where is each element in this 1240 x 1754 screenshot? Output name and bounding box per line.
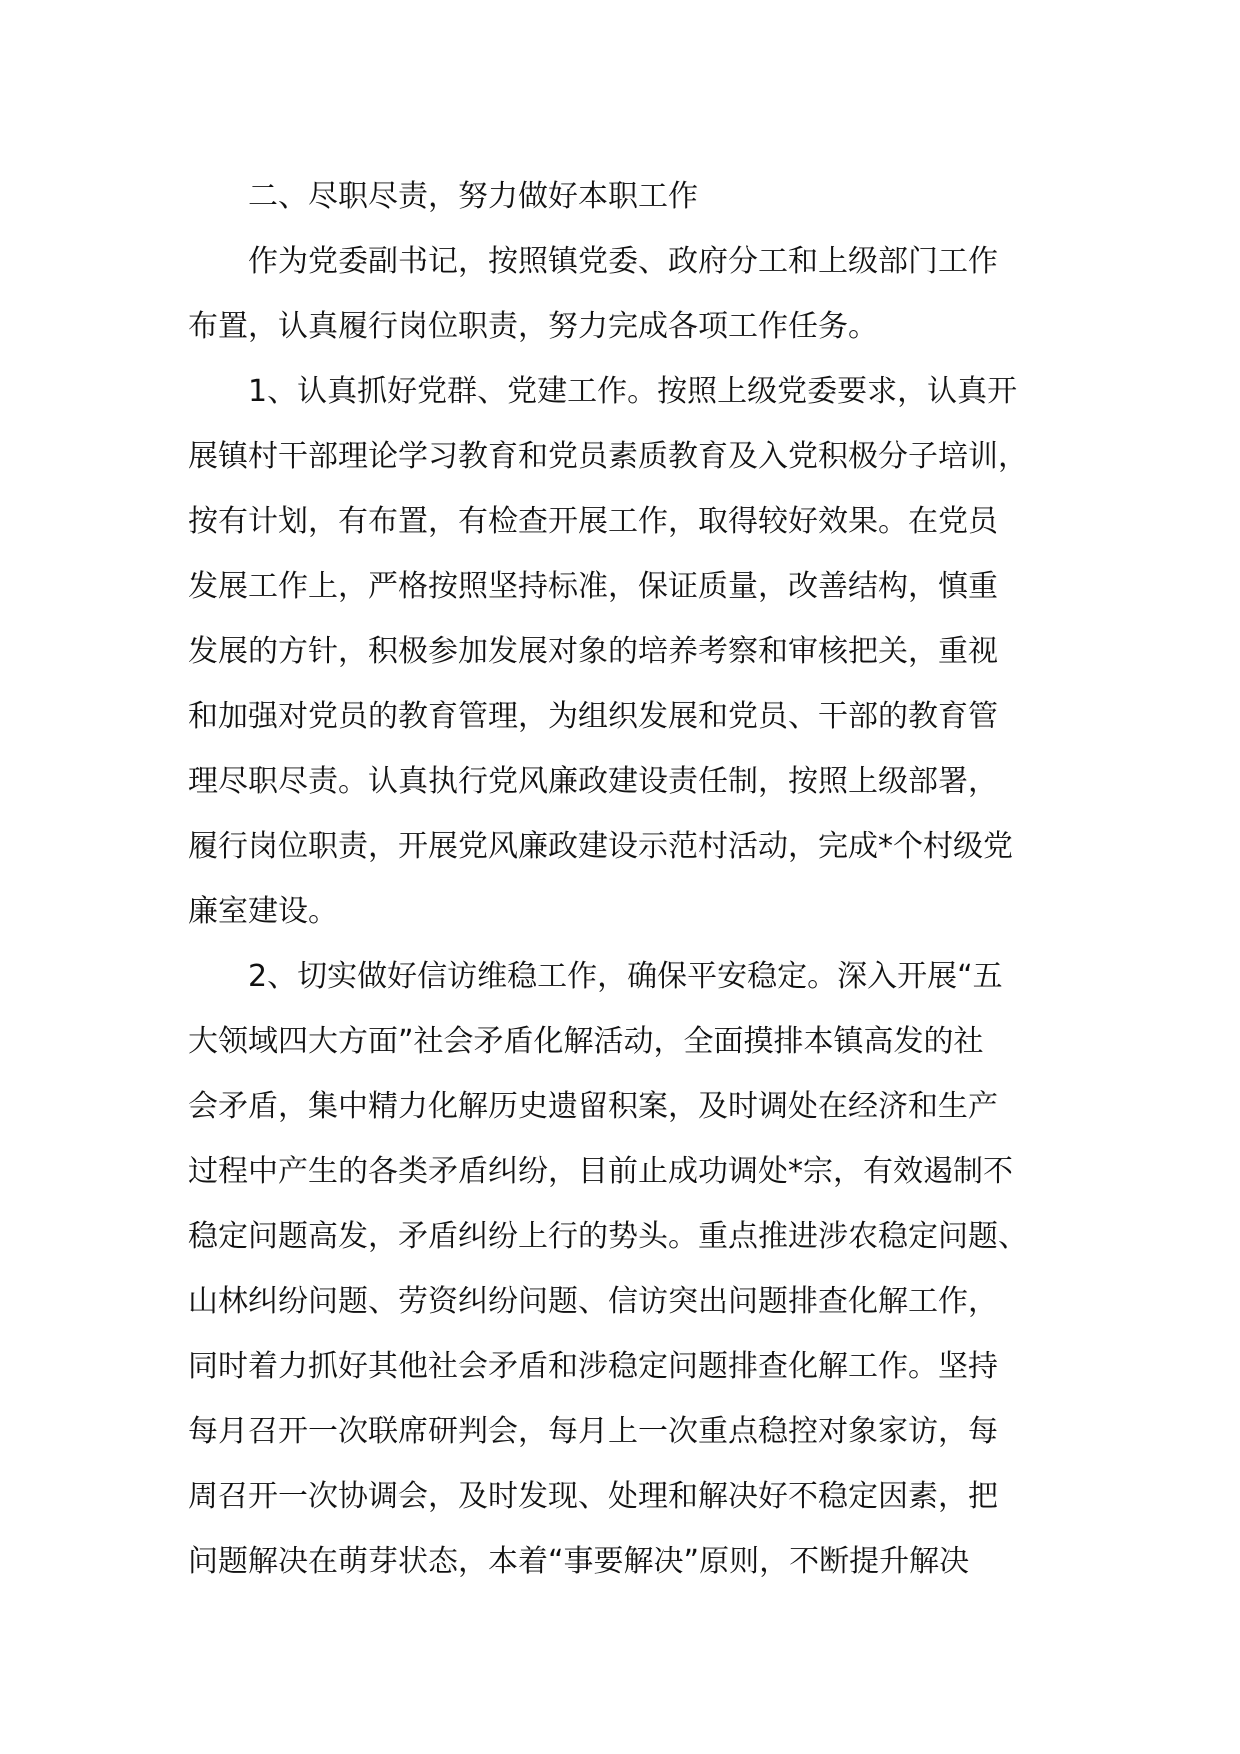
- paragraph-line: 按有计划，有布置，有检查开展工作，取得较好效果。在党员: [188, 504, 998, 539]
- paragraph-line: 发展工作上，严格按照坚持标准，保证质量，改善结构，慎重: [188, 569, 998, 604]
- paragraph-line: 过程中产生的各类矛盾纠纷，目前止成功调处*宗，有效遏制不: [188, 1154, 1013, 1189]
- paragraph-line: 和加强对党员的教育管理，为组织发展和党员、干部的教育管: [188, 699, 998, 734]
- paragraph-line: 展镇村干部理论学习教育和党员素质教育及入党积极分子培训，: [188, 439, 1028, 474]
- paragraph-line: 理尽职尽责。认真执行党风廉政建设责任制，按照上级部署，: [188, 764, 998, 799]
- document-body: [188, 164, 1068, 1594]
- paragraph-line: 同时着力抓好其他社会矛盾和涉稳定问题排查化解工作。坚持: [188, 1349, 998, 1384]
- paragraph-line: 作为党委副书记，按照镇党委、政府分工和上级部门工作: [248, 244, 998, 279]
- paragraph-line: 会矛盾，集中精力化解历史遗留积案，及时调处在经济和生产: [188, 1089, 998, 1124]
- paragraph-line: 履行岗位职责，开展党风廉政建设示范村活动，完成*个村级党: [188, 829, 1013, 864]
- paragraph-line: 每月召开一次联席研判会，每月上一次重点稳控对象家访，每: [188, 1414, 998, 1449]
- intro-paragraph: [188, 229, 1068, 359]
- item-2-paragraph: [188, 944, 1068, 1594]
- paragraph-line: 稳定问题高发，矛盾纠纷上行的势头。重点推进涉农稳定问题、: [188, 1219, 1028, 1254]
- item-1-paragraph: [188, 359, 1068, 944]
- paragraph-line: 2、切实做好信访维稳工作，确保平安稳定。深入开展“五: [248, 959, 1003, 994]
- paragraph-line: 山林纠纷问题、劳资纠纷问题、信访突出问题排查化解工作，: [188, 1284, 998, 1319]
- paragraph-line: 发展的方针，积极参加发展对象的培养考察和审核把关，重视: [188, 634, 998, 669]
- paragraph-line: 大领域四大方面”社会矛盾化解活动，全面摸排本镇高发的社: [188, 1024, 984, 1059]
- paragraph-line: 1、认真抓好党群、党建工作。按照上级党委要求，认真开: [248, 374, 1018, 409]
- paragraph-line: 廉室建设。: [188, 894, 338, 929]
- paragraph-line: 问题解决在萌芽状态，本着“事要解决”原则，不断提升解决: [188, 1544, 970, 1579]
- section-title: 二、尽职尽责，努力做好本职工作: [248, 179, 698, 214]
- paragraph-line: 周召开一次协调会，及时发现、处理和解决好不稳定因素，把: [188, 1479, 998, 1514]
- paragraph-line: 布置，认真履行岗位职责，努力完成各项工作任务。: [188, 309, 878, 344]
